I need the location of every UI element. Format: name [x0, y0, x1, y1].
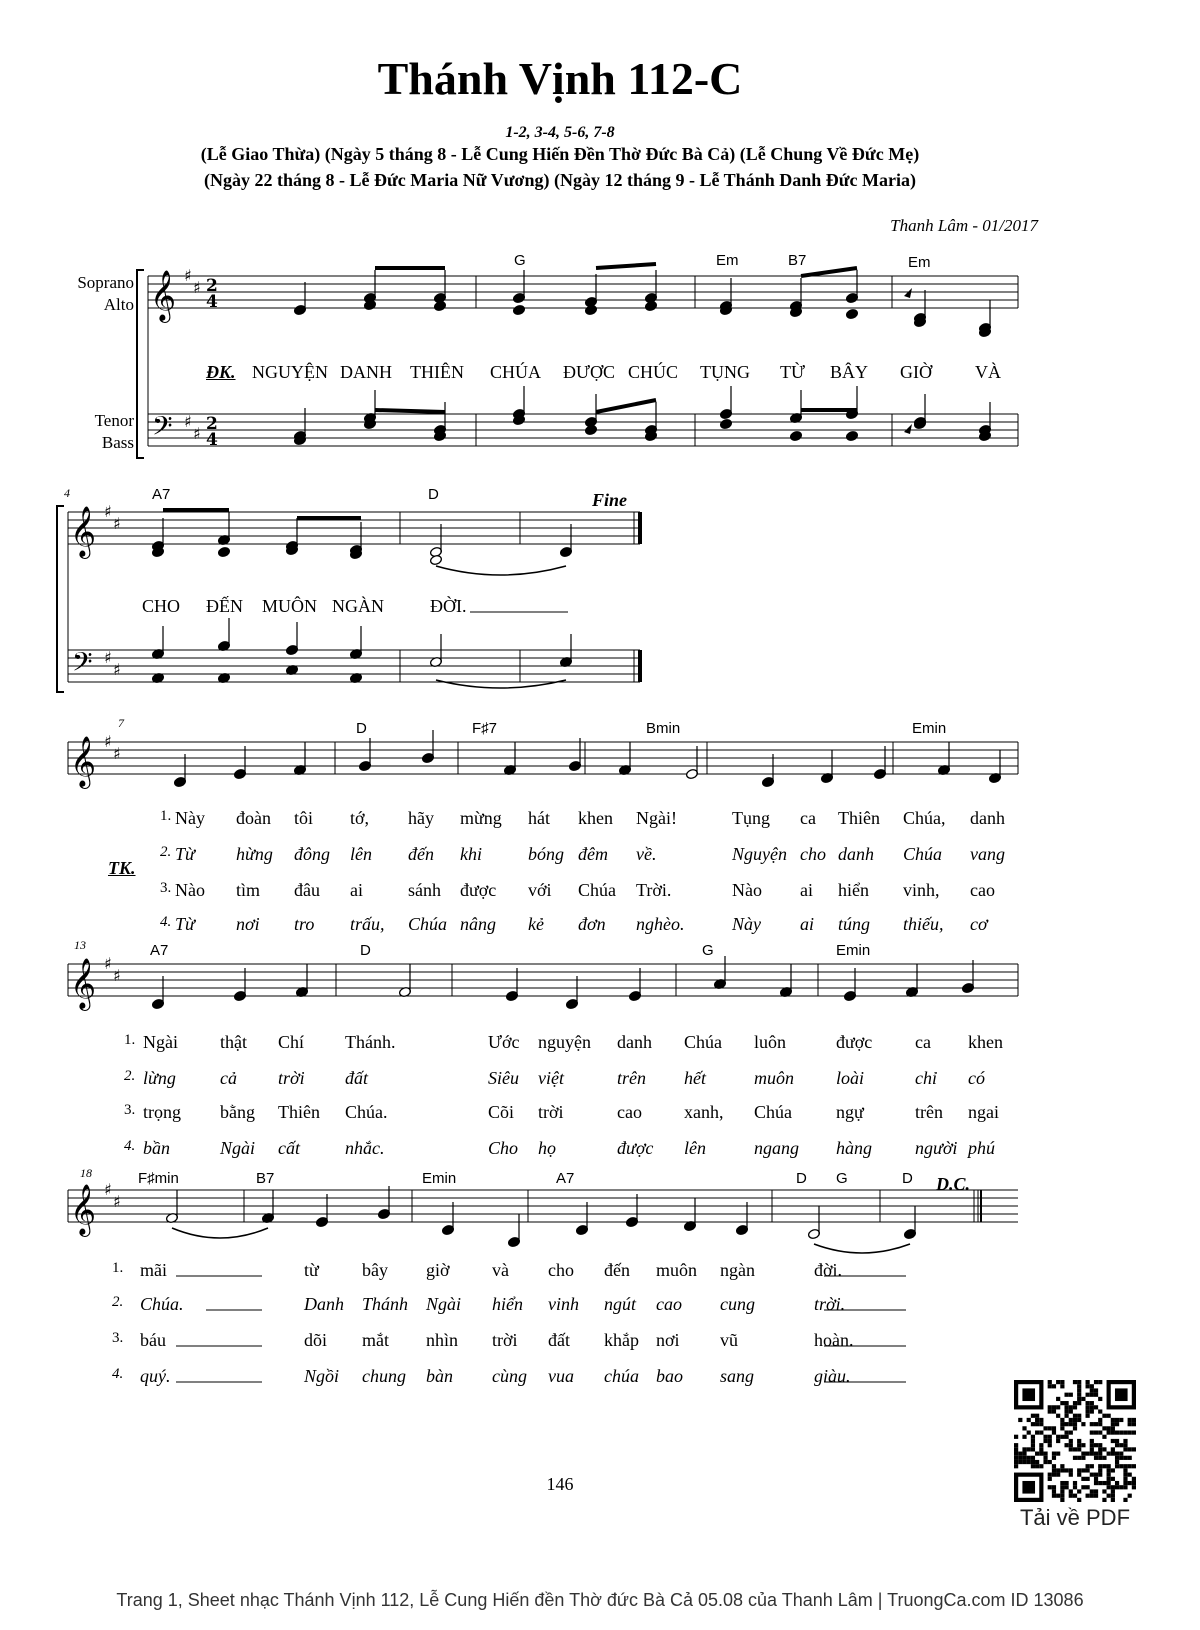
key-sharp: ♯ — [113, 660, 121, 679]
verse-lyric: Ngồi — [304, 1366, 340, 1386]
part-label-alto: Alto — [103, 295, 134, 314]
refrain-lyric: CHO — [142, 596, 181, 616]
verse-lyric: ngàn — [720, 1260, 755, 1280]
verse-lyric: cho — [548, 1260, 574, 1280]
verse-lyric: loài — [836, 1068, 865, 1088]
verse-lyric: vang — [970, 844, 1005, 864]
verse-lyric: cho — [800, 844, 826, 864]
verse-lyric: khi — [460, 844, 482, 864]
verse-lyric: đến — [408, 844, 434, 864]
treble-clef: 𝄞 — [70, 958, 97, 1009]
key-sharp: ♯ — [104, 732, 112, 751]
tie — [436, 566, 566, 575]
verse-lyric: đâu — [294, 880, 320, 900]
treble-staff-1 — [148, 276, 1018, 308]
melody-staff-5 — [68, 1190, 1018, 1222]
chord-symbol: Emin — [836, 942, 871, 959]
refrain-lyric: NGUYỆN — [252, 362, 328, 382]
refrain-lyric: BÂY — [830, 362, 869, 382]
verse-lyric: nơi — [656, 1330, 680, 1350]
verse-lyric: Từ — [175, 914, 195, 934]
verse-lyric: tro — [294, 914, 315, 934]
bass-note — [845, 430, 858, 441]
verse-lyric: trên — [617, 1068, 646, 1088]
verse-lyric: hãy — [408, 808, 434, 828]
chord-symbol: A7 — [152, 486, 171, 503]
verse-lyric: hát — [528, 808, 550, 828]
refrain-lyric: MUÔN — [262, 596, 318, 616]
chord-symbol: A7 — [150, 942, 169, 959]
verse-lyric: Cho — [488, 1138, 519, 1158]
beam — [596, 400, 656, 412]
verse-lyric: ca — [800, 808, 816, 828]
footer-text: Trang 1, Sheet nhạc Thánh Vịnh 112, Lễ Cung Hiến đền Thờ đức Bà Cả 05.08 của Thanh Lâm — [116, 1590, 873, 1610]
beam — [801, 268, 857, 276]
verse-lyric: nhìn — [426, 1330, 459, 1350]
refrain-lyric: TỤNG — [700, 362, 750, 382]
verse-lyric: ngự — [836, 1102, 864, 1122]
bass-clef: 𝄢 — [72, 646, 93, 684]
verse-lyric: đêm — [578, 844, 608, 864]
rest — [904, 288, 912, 298]
part-label-soprano: Soprano — [77, 273, 134, 292]
verse-lyric: lừng — [143, 1068, 176, 1088]
verse-lyric: ngút — [604, 1294, 637, 1314]
dc-marker: D.C. — [936, 1174, 971, 1194]
verse-lyric: 1. — [124, 1032, 136, 1048]
verse-lyric: Nguyện — [732, 844, 787, 864]
verse-lyric: Thánh. — [345, 1032, 396, 1052]
verse-lyric: vinh, — [903, 880, 940, 900]
chord-symbol: Emin — [422, 1170, 457, 1187]
verse-lyric: cao — [656, 1294, 682, 1314]
verse-lyric: Này — [732, 914, 761, 934]
melody-staff-4 — [68, 964, 1018, 996]
verse-lyric: việt — [538, 1068, 564, 1088]
verse-lyric: có — [968, 1068, 985, 1088]
footer-site-link[interactable]: TruongCa.com ID 13086 — [887, 1590, 1084, 1610]
verse-lyric: Chúa, — [903, 808, 946, 828]
verse-lyric: đời. — [814, 1260, 843, 1280]
verse-lyric: cao — [970, 880, 995, 900]
page-title: Thánh Vịnh 112-C — [377, 53, 743, 104]
verse-lyric: tôi — [294, 808, 314, 828]
verse-lyric: đông — [294, 844, 330, 864]
verse-lyric: đất — [345, 1068, 369, 1088]
refrain-lyric: CHÚA — [490, 362, 542, 382]
verse-lyric: Nào — [175, 880, 205, 900]
qr-code-icon[interactable] — [1014, 1380, 1136, 1502]
bass-note — [719, 418, 732, 429]
verse-lyric: 3. — [160, 880, 172, 896]
verse-lyric: muôn — [656, 1260, 698, 1280]
treble-clef: 𝄞 — [70, 506, 97, 557]
key-sharp: ♯ — [113, 1192, 121, 1211]
verse-lyric: cả — [220, 1068, 237, 1088]
verse-lyric: cất — [278, 1138, 300, 1158]
time-signature-bottom: 4 — [206, 292, 218, 312]
chord-symbol: B7 — [256, 1170, 275, 1187]
verse-lyric: luôn — [754, 1032, 787, 1052]
alto-note — [644, 300, 657, 311]
refrain-lyric: CHÚC — [628, 362, 679, 382]
refrain-lyric: NGÀN — [332, 596, 384, 616]
tie — [172, 1228, 268, 1238]
measure-number: 7 — [118, 716, 124, 730]
verse-lyric: bằng — [220, 1102, 255, 1122]
verse-lyric: cùng — [492, 1366, 527, 1386]
time-signature-top: 2 — [206, 276, 218, 296]
time-signature-top: 2 — [206, 414, 218, 434]
verse-lyric: giàu. — [814, 1366, 851, 1386]
verse-lyric: cung — [720, 1294, 755, 1314]
verse-lyric: hàng — [836, 1138, 872, 1158]
verse-lyric: danh — [970, 808, 1005, 828]
verse-lyric: Ngài — [426, 1294, 462, 1314]
verse-lyric: Ước — [488, 1032, 520, 1052]
verse-lyric: mừng — [460, 808, 502, 828]
footer-separator: | — [872, 1590, 888, 1610]
system-bracket — [57, 506, 64, 692]
verse-lyric: 2. — [160, 844, 172, 860]
treble-clef: 𝄞 — [70, 736, 97, 787]
verse-lyric: mãi — [140, 1260, 167, 1280]
verse-lyric: về. — [636, 844, 657, 864]
key-sharp: ♯ — [104, 502, 112, 521]
verse-lyric: Ngài — [143, 1032, 178, 1052]
chord-symbol: Bmin — [646, 720, 681, 737]
verse-lyric: bóng — [528, 844, 564, 864]
verse-lyric: Tụng — [732, 808, 770, 828]
verse-lyric: muôn — [754, 1068, 794, 1088]
verse-lyric: Từ — [175, 844, 195, 864]
tie — [436, 680, 566, 688]
verse-lyric: bàn — [426, 1366, 453, 1386]
verse-lyric: báu — [140, 1330, 166, 1350]
time-signature-bottom: 4 — [206, 430, 218, 450]
composer: Thanh Lâm - 01/2017 — [890, 216, 1038, 235]
verse-lyric: Chí — [278, 1032, 305, 1052]
measure-number: 4 — [64, 486, 70, 500]
verse-lyric: Chúa — [684, 1032, 722, 1052]
chord-symbol: Em — [716, 252, 739, 269]
verse-lyric: ca — [915, 1032, 931, 1052]
verse-lyric: trấu, — [350, 914, 385, 934]
chord-symbol: G — [836, 1170, 848, 1187]
verse-lyric: 4. — [160, 914, 172, 930]
verse-lyric: 2. — [112, 1294, 124, 1310]
verse-lyric: dõi — [304, 1330, 328, 1350]
verse-lyric: hiển — [492, 1294, 523, 1314]
verse-lyric: đơn — [578, 914, 606, 934]
refrain-lyric: GIỜ — [900, 362, 932, 382]
measure-number: 13 — [74, 938, 86, 952]
part-label-bass: Bass — [101, 433, 134, 452]
verse-lyric: ngang — [754, 1138, 799, 1158]
verse-lyric: được — [836, 1032, 873, 1052]
chord-symbol: F♯min — [138, 1170, 179, 1187]
verse-lyric: tìm — [236, 880, 261, 900]
verse-lyric: đất — [548, 1330, 570, 1350]
bass-staff-1 — [148, 414, 1018, 446]
verse-lyric: từ — [304, 1260, 319, 1280]
alto-note — [584, 304, 597, 315]
verse-lyric: cơ — [970, 914, 988, 934]
verse-lyric: chúa — [604, 1366, 639, 1386]
verse-lyric: nơi — [236, 914, 260, 934]
verse-lyric: danh — [617, 1032, 652, 1052]
key-sharp: ♯ — [184, 266, 192, 285]
verse-lyric: nghèo. — [636, 914, 685, 934]
verse-lyric: Chúa — [903, 844, 943, 864]
refrain-lyric: ĐỜI. — [430, 596, 467, 616]
system-bracket — [137, 270, 144, 458]
verse-lyric: cao — [617, 1102, 642, 1122]
chord-symbol: G — [514, 252, 526, 269]
verse-lyric: đến — [604, 1260, 630, 1280]
alto-note — [429, 554, 442, 565]
chord-symbol: G — [702, 942, 714, 959]
verse-lyric: 4. — [112, 1366, 124, 1382]
verse-lyric: hoàn. — [814, 1330, 854, 1350]
footer — [0, 1590, 1200, 1611]
verse-lyric: 4. — [124, 1138, 136, 1154]
bass-note — [584, 424, 597, 435]
verse-lyric: Cõi — [488, 1102, 515, 1122]
verse-lyric: vinh — [548, 1294, 579, 1314]
measure-number: 18 — [80, 1166, 92, 1180]
refrain-lyric: TỪ — [780, 362, 805, 382]
verse-lyric: và — [492, 1260, 509, 1280]
occasions-line-2: (Ngày 22 tháng 8 - Lễ Đức Maria Nữ Vương) (Ngày 12 tháng 9 - Lễ Thánh Danh Đức Maria) — [203, 170, 916, 190]
page-number: 146 — [546, 1474, 574, 1494]
verse-lyric: 2. — [124, 1068, 136, 1084]
chord-symbol: Em — [908, 254, 931, 271]
verse-lyric: trời — [278, 1068, 305, 1088]
verse-lyric: bây — [362, 1260, 388, 1280]
verse-lyric: 1. — [112, 1260, 124, 1276]
verse-lyric: được — [460, 880, 497, 900]
refrain-lyric: DANH — [340, 362, 392, 382]
verse-lyric: người — [915, 1138, 958, 1158]
key-sharp: ♯ — [113, 966, 121, 985]
verse-lyric: bao — [656, 1366, 683, 1386]
verse-lyric: xanh, — [684, 1102, 724, 1122]
verse-lyric: Này — [175, 808, 205, 828]
verse-lyric: ai — [350, 880, 363, 900]
beam — [596, 264, 656, 268]
verse-lyric: Nào — [732, 880, 762, 900]
bass-note — [789, 430, 802, 441]
verse-lyric: nguyện — [538, 1032, 591, 1052]
verse-lyric: Chúa — [578, 880, 616, 900]
verse-lyric: phú — [968, 1138, 995, 1158]
chord-symbol: Emin — [912, 720, 947, 737]
key-sharp: ♯ — [113, 514, 121, 533]
verse-lyric: khen — [578, 808, 613, 828]
chord-symbol: D — [902, 1170, 913, 1187]
verse-lyric: tớ, — [350, 808, 370, 828]
verse-lyric: Thiên — [278, 1102, 320, 1122]
chord-symbol: D — [356, 720, 367, 737]
refrain-marker: ĐK. — [206, 362, 236, 382]
alto-note — [845, 308, 858, 319]
verse-lyric: thật — [220, 1032, 247, 1052]
treble-clef: 𝄞 — [150, 270, 177, 321]
verse-lyric: Ngài! — [636, 808, 677, 828]
verse-lyric: hừng — [236, 844, 273, 864]
verse-lyric: 3. — [112, 1330, 124, 1346]
refrain-lyric: VÀ — [975, 362, 1001, 382]
treble-clef: 𝄞 — [70, 1184, 97, 1235]
verse-lyric: Chúa — [408, 914, 448, 934]
chord-symbol: D — [360, 942, 371, 959]
alto-note — [217, 546, 230, 557]
verse-lyric: trời — [492, 1330, 518, 1350]
verse-lyric: Chúa. — [140, 1294, 184, 1314]
bass-clef: 𝄢 — [152, 410, 173, 448]
refrain-lyric: ĐẾN — [206, 596, 243, 616]
verse-lyric: hết — [684, 1068, 706, 1088]
chord-symbol: D — [428, 486, 439, 503]
verse-lyric: trọng — [143, 1102, 181, 1122]
key-sharp: ♯ — [104, 1180, 112, 1199]
verse-lyric: kẻ — [528, 914, 544, 934]
verse-lyric: Thiên — [838, 808, 880, 828]
verse-lyric: ai — [800, 914, 815, 934]
alto-note — [433, 300, 446, 311]
part-label-tenor: Tenor — [94, 411, 134, 430]
verse-lyric: vũ — [720, 1330, 738, 1350]
verse-lyric: 1. — [160, 808, 172, 824]
key-sharp: ♯ — [193, 424, 201, 443]
verse-lyric: Thánh — [362, 1294, 409, 1314]
verse-lyric: bần — [143, 1138, 170, 1158]
verse-marker: TK. — [108, 858, 136, 878]
verse-numbers: 1-2, 3-4, 5-6, 7-8 — [505, 124, 615, 141]
verse-lyric: trời. — [814, 1294, 846, 1314]
alto-note — [512, 304, 525, 315]
refrain-lyric: ĐƯỢC — [563, 362, 615, 382]
verse-lyric: Danh — [304, 1294, 344, 1314]
verse-lyric: với — [528, 880, 552, 900]
verse-lyric: được — [617, 1138, 654, 1158]
verse-lyric: Chúa — [754, 1102, 792, 1122]
verse-lyric: giờ — [426, 1260, 450, 1280]
verse-lyric: chung — [362, 1366, 406, 1386]
key-sharp: ♯ — [184, 412, 192, 431]
download-pdf-link[interactable]: Tải về PDF — [1019, 1505, 1131, 1530]
verse-lyric: khắp — [604, 1330, 639, 1350]
verse-lyric: sang — [720, 1366, 755, 1386]
verse-lyric: trời — [538, 1102, 564, 1122]
verse-lyric: danh — [838, 844, 874, 864]
verse-lyric: 3. — [124, 1102, 136, 1118]
verse-lyric: lên — [350, 844, 372, 864]
verse-lyric: vua — [548, 1366, 574, 1386]
verse-lyric: Trời. — [636, 880, 672, 900]
beam — [375, 410, 445, 412]
verse-lyric: nâng — [460, 914, 496, 934]
rest — [904, 424, 912, 434]
chord-symbol: F♯7 — [472, 720, 498, 737]
verse-lyric: ngai — [968, 1102, 999, 1122]
chord-symbol: D — [796, 1170, 807, 1187]
key-sharp: ♯ — [193, 278, 201, 297]
verse-lyric: lên — [684, 1138, 706, 1158]
key-sharp: ♯ — [113, 744, 121, 763]
verse-lyric: nhắc. — [345, 1138, 385, 1158]
verse-lyric: Siêu — [488, 1068, 519, 1088]
chord-symbol: A7 — [556, 1170, 575, 1187]
verse-lyric: ai — [800, 880, 813, 900]
verse-lyric: sánh — [408, 880, 441, 900]
key-sharp: ♯ — [104, 648, 112, 667]
refrain-lyric: THIÊN — [410, 362, 464, 382]
chord-symbol: B7 — [788, 252, 807, 269]
verse-lyric: khen — [968, 1032, 1003, 1052]
verse-lyric: chỉ — [915, 1068, 937, 1088]
verse-lyric: Ngài — [220, 1138, 256, 1158]
verse-lyric: thiếu, — [903, 914, 944, 934]
key-sharp: ♯ — [104, 954, 112, 973]
tie — [814, 1244, 910, 1253]
verse-lyric: hiển — [838, 880, 869, 900]
verse-lyric: trên — [915, 1102, 943, 1122]
fine-marker: Fine — [592, 490, 628, 510]
verse-lyric: mắt — [362, 1330, 389, 1350]
melody-staff-3 — [68, 742, 1018, 774]
verse-lyric: quý. — [140, 1366, 171, 1386]
verse-lyric: Chúa. — [345, 1102, 388, 1122]
occasions-line-1: (Lễ Giao Thừa) (Ngày 5 tháng 8 - Lễ Cung Hiến Đền Thờ Đức Bà Cả) (Lễ Chung Về Đức Mẹ) — [200, 144, 920, 164]
verse-lyric: họ — [538, 1138, 556, 1158]
verse-lyric: túng — [838, 914, 871, 934]
verse-lyric: đoàn — [236, 808, 271, 828]
